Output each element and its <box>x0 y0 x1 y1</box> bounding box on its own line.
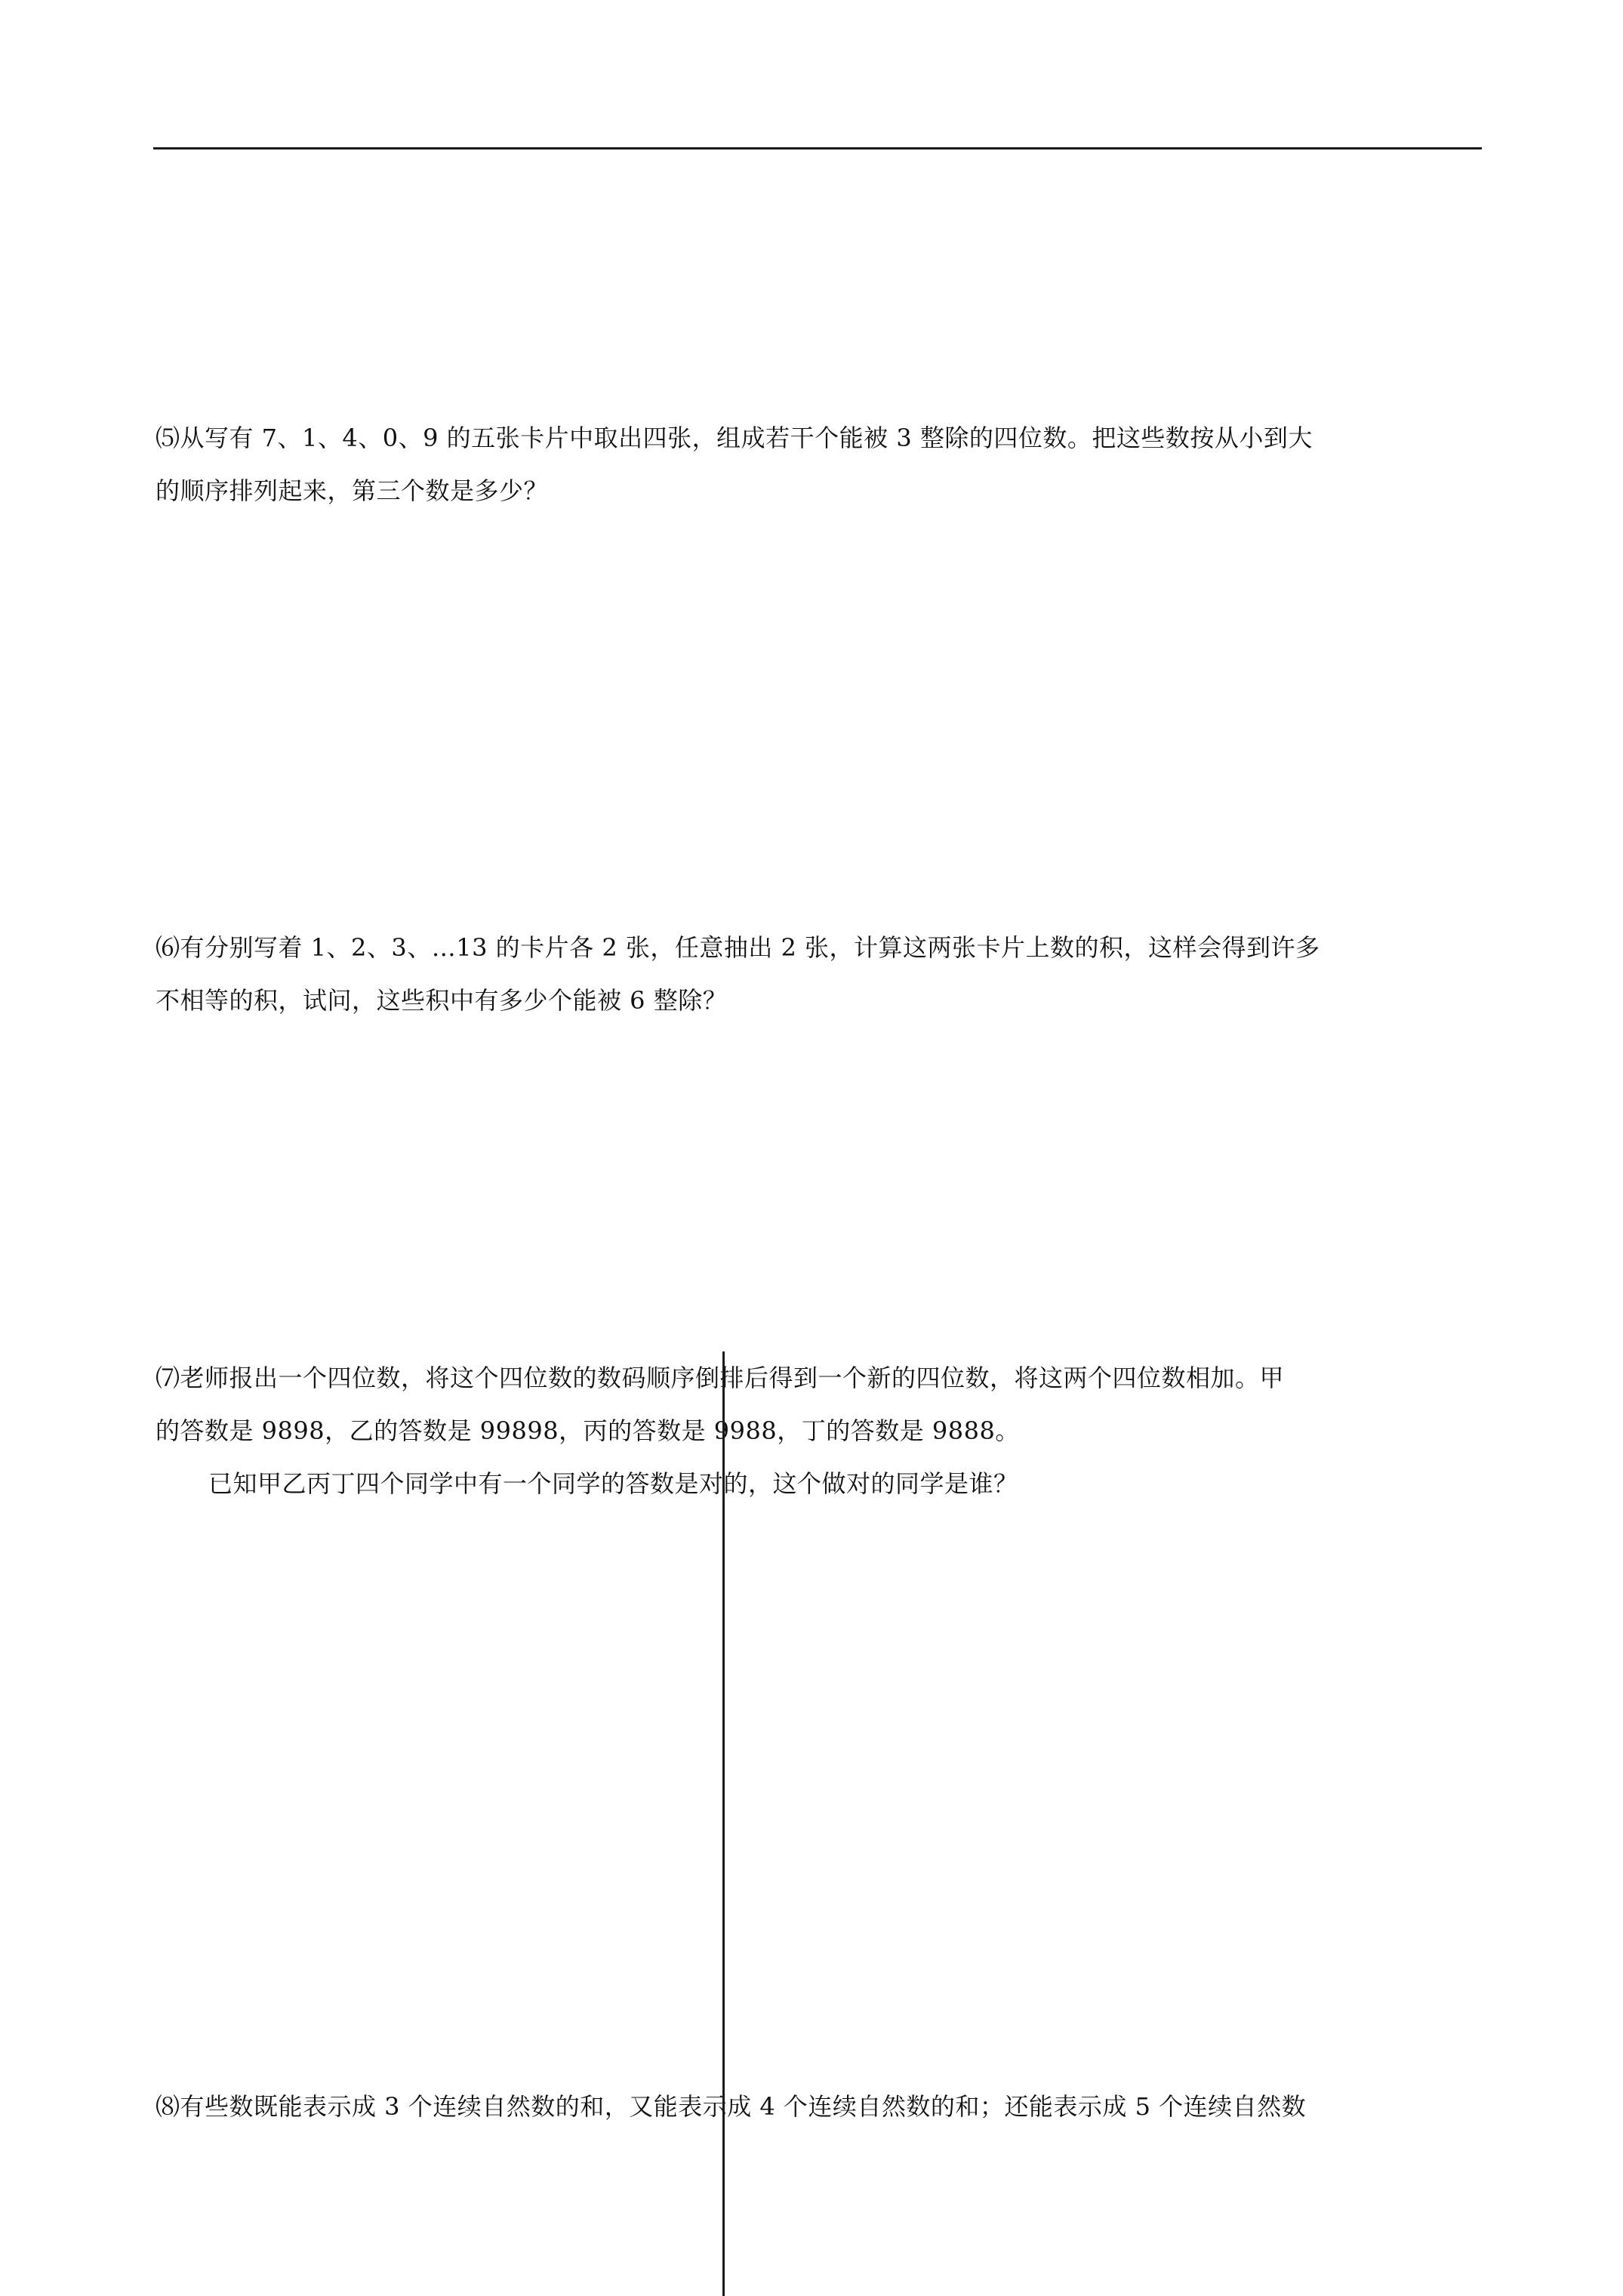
problem-7 <box>156 1351 1484 1510</box>
problem-7-line-3: 已知甲乙丙丁四个同学中有一个同学的答数是对的，这个做对的同学是谁？ <box>208 1469 1018 1498</box>
problem-7-line-2: 的答数是 9898，乙的答数是 99898，丙的答数是 9988，丁的答数是 9888。 <box>156 1416 1020 1445</box>
problem-8 <box>156 2080 1484 2133</box>
problem-5 <box>156 411 1484 517</box>
problem-7-line-1: ⑺老师报出一个四位数，将这个四位数的数码顺序倒排后得到一个新的四位数，将这两个四位数相加。甲 <box>156 1364 1285 1392</box>
header-rule <box>153 147 1482 149</box>
problem-5-line-2: 的顺序排列起来，第三个数是多少？ <box>156 476 549 505</box>
vertical-fold-line <box>722 1351 725 2296</box>
problem-8-line-1: ⑻有些数既能表示成 3 个连续自然数的和，又能表示成 4 个连续自然数的和；还能表示成 5 个连续自然数 <box>156 2092 1307 2121</box>
problem-5-line-1: ⑸从写有 7、1、4、0、9 的五张卡片中取出四张，组成若干个能被 3 整除的四位数。把这些数按从小到大 <box>156 424 1313 452</box>
problem-6-line-2: 不相等的积，试问，这些积中有多少个能被 6 整除？ <box>156 986 728 1015</box>
problem-6-line-1: ⑹有分别写着 1、2、3、…13 的卡片各 2 张，任意抽出 2 张，计算这两张卡片上数的积，这样会得到许多 <box>156 933 1320 962</box>
problem-6 <box>156 921 1484 1027</box>
